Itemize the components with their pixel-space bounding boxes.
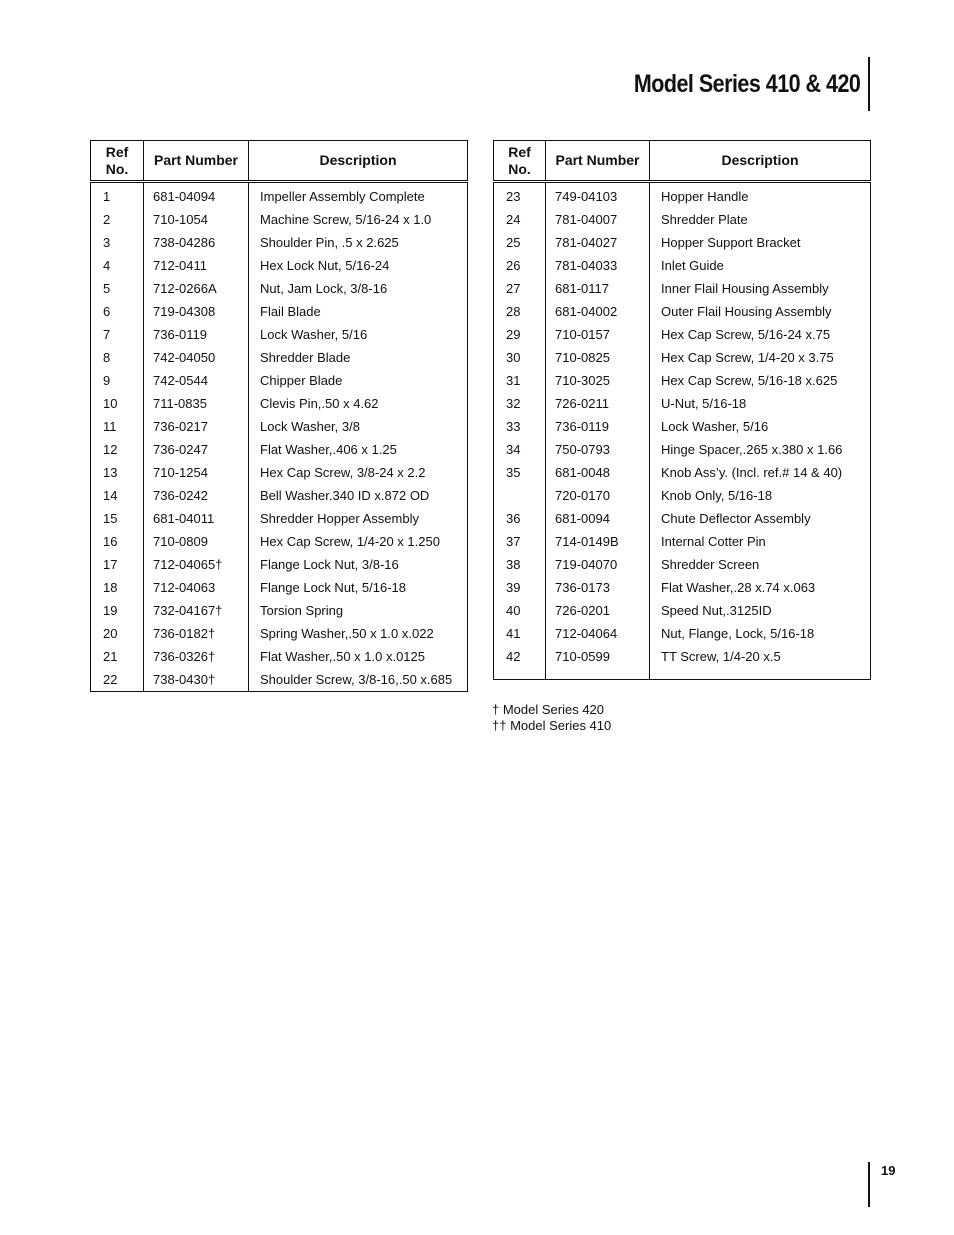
table-row [494, 507, 871, 530]
ref-number: 4 [103, 258, 111, 273]
table-row [494, 461, 871, 484]
ref-number: 20 [103, 626, 118, 641]
table-row [91, 645, 468, 668]
part-number: 719-04070 [546, 553, 650, 576]
part-number: 681-04002 [546, 300, 650, 323]
part-number: 736-0217 [144, 415, 249, 438]
part-number: 681-04011 [144, 507, 249, 530]
header-part-number: Part Number [546, 141, 650, 182]
part-description: Hinge Spacer,.265 x.380 x 1.66 [650, 438, 871, 461]
part-number: 750-0793 [546, 438, 650, 461]
ref-number: 34 [506, 442, 521, 457]
ref-number: 29 [506, 327, 521, 342]
part-number: 710-1054 [144, 208, 249, 231]
part-number: 712-04065† [144, 553, 249, 576]
table-row [91, 415, 468, 438]
ref-number: 23 [506, 189, 521, 204]
footnote: † Model Series 420 [492, 702, 605, 717]
part-number: 710-0157 [546, 323, 650, 346]
part-description: Torsion Spring [249, 599, 468, 622]
header-ref: Ref No. [494, 141, 546, 182]
ref-number: 18 [103, 580, 118, 595]
part-description: Shredder Blade [249, 346, 468, 369]
table-row [494, 254, 871, 277]
part-number: 681-0048 [546, 461, 650, 484]
table-row [91, 622, 468, 645]
ref-number: 3 [103, 235, 111, 250]
part-number: 742-04050 [144, 346, 249, 369]
ref-number: 30 [506, 350, 521, 365]
part-description: Shoulder Pin, .5 x 2.625 [249, 231, 468, 254]
table-row [91, 208, 468, 231]
table-row [91, 346, 468, 369]
table-row [91, 507, 468, 530]
part-description: Lock Washer, 3/8 [249, 415, 468, 438]
table-row [91, 182, 468, 209]
part-description: Hex Cap Screw, 1/4-20 x 1.250 [249, 530, 468, 553]
part-number: 736-0173 [546, 576, 650, 599]
part-number: 710-0599 [546, 645, 650, 668]
part-description: Spring Washer,.50 x 1.0 x.022 [249, 622, 468, 645]
ref-number: 38 [506, 557, 521, 572]
part-number: 681-04094 [144, 182, 249, 209]
part-number: 781-04033 [546, 254, 650, 277]
part-number: 736-0247 [144, 438, 249, 461]
ref-number: 1 [103, 189, 111, 204]
part-number: 726-0211 [546, 392, 650, 415]
table-row [494, 530, 871, 553]
part-description: Hex Lock Nut, 5/16-24 [249, 254, 468, 277]
part-description: Hex Cap Screw, 5/16-18 x.625 [650, 369, 871, 392]
part-number: 712-04064 [546, 622, 650, 645]
ref-number: 41 [506, 626, 521, 641]
table-row [494, 277, 871, 300]
title-divider [868, 57, 870, 111]
part-number: 749-04103 [546, 182, 650, 209]
part-number: 736-0119 [546, 415, 650, 438]
part-number: 738-04286 [144, 231, 249, 254]
table-row [494, 369, 871, 392]
table-row [494, 576, 871, 599]
part-description: Lock Washer, 5/16 [650, 415, 871, 438]
part-description: Knob Only, 5/16-18 [650, 484, 871, 507]
table-row [494, 553, 871, 576]
page-number: 19 [881, 1163, 896, 1178]
part-description: Inlet Guide [650, 254, 871, 277]
table-row [494, 231, 871, 254]
part-number: 736-0242 [144, 484, 249, 507]
table-row [494, 599, 871, 622]
ref-number: 27 [506, 281, 521, 296]
ref-number: 14 [103, 488, 118, 503]
header-part-number: Part Number [144, 141, 249, 182]
part-description: U-Nut, 5/16-18 [650, 392, 871, 415]
part-number: 710-0809 [144, 530, 249, 553]
table-row [494, 392, 871, 415]
part-description: Shoulder Screw, 3/8-16,.50 x.685 [249, 668, 468, 692]
page-title: Model Series 410 & 420 [633, 70, 860, 98]
ref-number: 12 [103, 442, 118, 457]
ref-number: 19 [103, 603, 118, 618]
table-row [91, 231, 468, 254]
table-row [494, 622, 871, 645]
part-description: Impeller Assembly Complete [249, 182, 468, 209]
part-number: 742-0544 [144, 369, 249, 392]
part-number: 726-0201 [546, 599, 650, 622]
table-row [91, 438, 468, 461]
ref-number: 39 [506, 580, 521, 595]
part-number: 732-04167† [144, 599, 249, 622]
part-number: 736-0119 [144, 323, 249, 346]
part-description: Internal Cotter Pin [650, 530, 871, 553]
part-description: TT Screw, 1/4-20 x.5 [650, 645, 871, 668]
table-row [91, 323, 468, 346]
ref-number: 32 [506, 396, 521, 411]
table-row [91, 530, 468, 553]
part-number: 712-0411 [144, 254, 249, 277]
ref-number: 6 [103, 304, 111, 319]
ref-number: 5 [103, 281, 111, 296]
part-description: Flat Washer,.50 x 1.0 x.0125 [249, 645, 468, 668]
table-row [494, 438, 871, 461]
footnotes [492, 702, 611, 734]
ref-number: 37 [506, 534, 521, 549]
part-description: Hopper Support Bracket [650, 231, 871, 254]
header-description: Description [249, 141, 468, 182]
part-number: 712-04063 [144, 576, 249, 599]
part-number: 719-04308 [144, 300, 249, 323]
table-spacer-row [494, 668, 871, 680]
ref-number: 2 [103, 212, 111, 227]
part-description: Nut, Jam Lock, 3/8-16 [249, 277, 468, 300]
table-row [91, 484, 468, 507]
part-description: Chute Deflector Assembly [650, 507, 871, 530]
ref-number: 17 [103, 557, 118, 572]
table-row [494, 415, 871, 438]
ref-number: 28 [506, 304, 521, 319]
table-row [494, 182, 871, 209]
ref-number: 26 [506, 258, 521, 273]
part-description: Knob Ass’y. (Incl. ref.# 14 & 40) [650, 461, 871, 484]
table-row [91, 576, 468, 599]
part-description: Nut, Flange, Lock, 5/16-18 [650, 622, 871, 645]
part-description: Machine Screw, 5/16-24 x 1.0 [249, 208, 468, 231]
part-number: 738-0430† [144, 668, 249, 692]
part-description: Hex Cap Screw, 1/4-20 x 3.75 [650, 346, 871, 369]
table-row [91, 277, 468, 300]
part-number: 681-0117 [546, 277, 650, 300]
ref-number: 40 [506, 603, 521, 618]
part-description: Shredder Hopper Assembly [249, 507, 468, 530]
table-row [494, 645, 871, 668]
part-description: Flat Washer,.28 x.74 x.063 [650, 576, 871, 599]
part-description: Hex Cap Screw, 5/16-24 x.75 [650, 323, 871, 346]
part-description: Flange Lock Nut, 5/16-18 [249, 576, 468, 599]
ref-number: 16 [103, 534, 118, 549]
part-description: Flange Lock Nut, 3/8-16 [249, 553, 468, 576]
table-row [494, 484, 871, 507]
ref-number [494, 484, 546, 507]
table-row [91, 461, 468, 484]
part-description: Clevis Pin,.50 x 4.62 [249, 392, 468, 415]
part-number: 714-0149B [546, 530, 650, 553]
part-number: 681-0094 [546, 507, 650, 530]
table-row [494, 208, 871, 231]
ref-number: 15 [103, 511, 118, 526]
part-number: 736-0326† [144, 645, 249, 668]
part-description: Lock Washer, 5/16 [249, 323, 468, 346]
part-number: 781-04027 [546, 231, 650, 254]
part-number: 710-0825 [546, 346, 650, 369]
header-description: Description [650, 141, 871, 182]
ref-number: 31 [506, 373, 521, 388]
part-number: 710-3025 [546, 369, 650, 392]
ref-number: 9 [103, 373, 111, 388]
part-number: 711-0835 [144, 392, 249, 415]
part-description: Hex Cap Screw, 3/8-24 x 2.2 [249, 461, 468, 484]
part-description: Speed Nut,.3125ID [650, 599, 871, 622]
part-number: 712-0266A [144, 277, 249, 300]
parts-table-left [90, 140, 468, 692]
part-description: Hopper Handle [650, 182, 871, 209]
table-row [494, 346, 871, 369]
table-row [494, 300, 871, 323]
part-description: Chipper Blade [249, 369, 468, 392]
ref-number: 7 [103, 327, 111, 342]
ref-number: 42 [506, 649, 521, 664]
part-description: Flail Blade [249, 300, 468, 323]
ref-number: 33 [506, 419, 521, 434]
part-description: Outer Flail Housing Assembly [650, 300, 871, 323]
table-row [91, 254, 468, 277]
ref-number: 11 [103, 419, 117, 434]
parts-table-right [493, 140, 871, 680]
part-description: Inner Flail Housing Assembly [650, 277, 871, 300]
table-row [91, 599, 468, 622]
table-row [91, 553, 468, 576]
table-row [91, 300, 468, 323]
ref-number: 10 [103, 396, 118, 411]
ref-number: 35 [506, 465, 521, 480]
part-description: Flat Washer,.406 x 1.25 [249, 438, 468, 461]
table-row [91, 369, 468, 392]
table-row [494, 323, 871, 346]
part-number: 736-0182† [144, 622, 249, 645]
part-description: Bell Washer.340 ID x.872 OD [249, 484, 468, 507]
ref-number: 36 [506, 511, 521, 526]
ref-number: 25 [506, 235, 521, 250]
part-number: 710-1254 [144, 461, 249, 484]
table-row [91, 668, 468, 692]
ref-number: 21 [103, 649, 118, 664]
ref-number: 24 [506, 212, 521, 227]
part-description: Shredder Plate [650, 208, 871, 231]
ref-number: 22 [103, 672, 118, 687]
page-number-divider [868, 1162, 870, 1207]
ref-number: 13 [103, 465, 118, 480]
table-row [91, 392, 468, 415]
footnote: †† Model Series 410 [492, 718, 612, 733]
ref-number: 8 [103, 350, 111, 365]
header-ref: Ref No. [91, 141, 144, 182]
part-number: 781-04007 [546, 208, 650, 231]
part-description: Shredder Screen [650, 553, 871, 576]
part-number: 720-0170 [546, 484, 650, 507]
